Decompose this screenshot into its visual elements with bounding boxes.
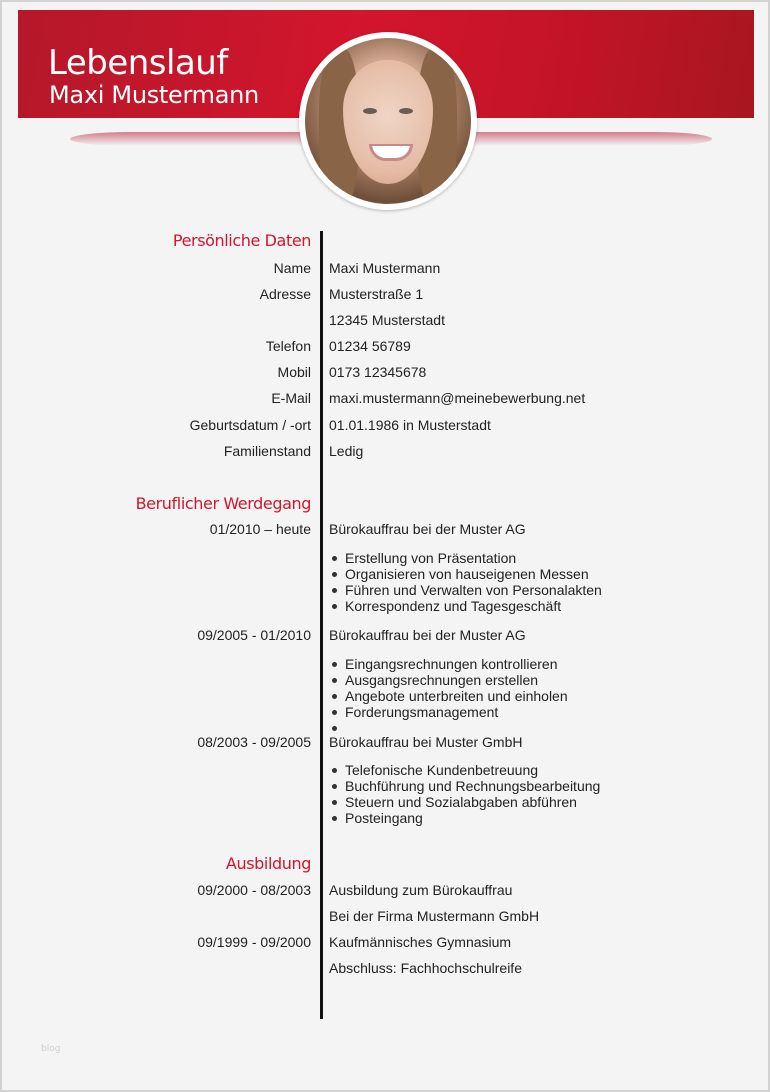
document-title: Lebenslauf xyxy=(48,43,228,83)
career-task: Steuern und Sozialabgaben abführen xyxy=(329,794,600,810)
education-period: 09/1999 - 09/2000 xyxy=(197,934,311,950)
career-task: Erstellung von Präsentation xyxy=(329,550,602,566)
label-marital-status: Familienstand xyxy=(223,443,311,459)
career-task: Forderungsmanagement xyxy=(329,704,568,720)
education-title: Kaufmännisches Gymnasium xyxy=(329,934,512,950)
banner-shadow-right xyxy=(472,132,712,146)
career-task: Buchführung und Rechnungsbearbeitung xyxy=(329,778,600,794)
timeline-divider xyxy=(320,231,323,1019)
label-email: E-Mail xyxy=(271,390,311,406)
career-task: Organisieren von hauseigenen Messen xyxy=(329,566,602,582)
banner-shadow-left xyxy=(70,132,325,146)
label-name: Name xyxy=(273,260,311,276)
portrait-image xyxy=(305,38,471,204)
career-position: Bürokauffrau bei Muster GmbH xyxy=(329,734,523,750)
watermark: blog xyxy=(41,1044,61,1054)
career-task-list xyxy=(329,762,600,826)
value-birth: 01.01.1986 in Musterstadt xyxy=(329,417,491,433)
cv-page xyxy=(2,2,768,1090)
section-heading-education: Ausbildung xyxy=(225,854,311,873)
career-task: Ausgangsrechnungen erstellen xyxy=(329,672,568,688)
career-period: 08/2003 - 09/2005 xyxy=(197,734,311,750)
career-position: Bürokauffrau bei der Muster AG xyxy=(329,521,526,537)
value-marital-status: Ledig xyxy=(329,443,364,459)
value-mobile: 0173 12345678 xyxy=(329,364,427,380)
career-task: Angebote unterbreiten und einholen xyxy=(329,688,568,704)
section-heading-personal: Persönliche Daten xyxy=(172,231,311,250)
label-birth: Geburtsdatum / -ort xyxy=(189,417,311,433)
career-task: Eingangsrechnungen kontrollieren xyxy=(329,656,568,672)
career-position: Bürokauffrau bei der Muster AG xyxy=(329,627,526,643)
value-address-city: 12345 Musterstadt xyxy=(329,312,445,328)
career-period: 01/2010 – heute xyxy=(209,521,311,537)
section-heading-career: Beruflicher Werdegang xyxy=(135,494,311,513)
value-address-street: Musterstraße 1 xyxy=(329,286,424,302)
label-address: Adresse xyxy=(259,286,311,302)
applicant-name: Maxi Mustermann xyxy=(49,81,259,109)
value-name: Maxi Mustermann xyxy=(329,260,441,276)
education-period: 09/2000 - 08/2003 xyxy=(197,882,311,898)
education-detail: Abschluss: Fachhochschulreife xyxy=(329,960,522,976)
education-title: Ausbildung zum Bürokauffrau xyxy=(329,882,513,898)
label-mobile: Mobil xyxy=(277,364,311,380)
career-task: Posteingang xyxy=(329,810,600,826)
career-period: 09/2005 - 01/2010 xyxy=(197,627,311,643)
value-email[interactable]: maxi.mustermann@meinebewerbung.net xyxy=(329,390,586,406)
portrait-photo xyxy=(299,32,477,210)
career-task: Korrespondenz und Tagesgeschäft xyxy=(329,598,602,614)
education-detail: Bei der Firma Mustermann GmbH xyxy=(329,908,540,924)
career-task: Telefonische Kundenbetreuung xyxy=(329,762,600,778)
label-phone: Telefon xyxy=(265,338,311,354)
career-task-list xyxy=(329,550,602,614)
career-task: Führen und Verwalten von Personalakten xyxy=(329,582,602,598)
career-task-list xyxy=(329,656,568,736)
value-phone: 01234 56789 xyxy=(329,338,411,354)
